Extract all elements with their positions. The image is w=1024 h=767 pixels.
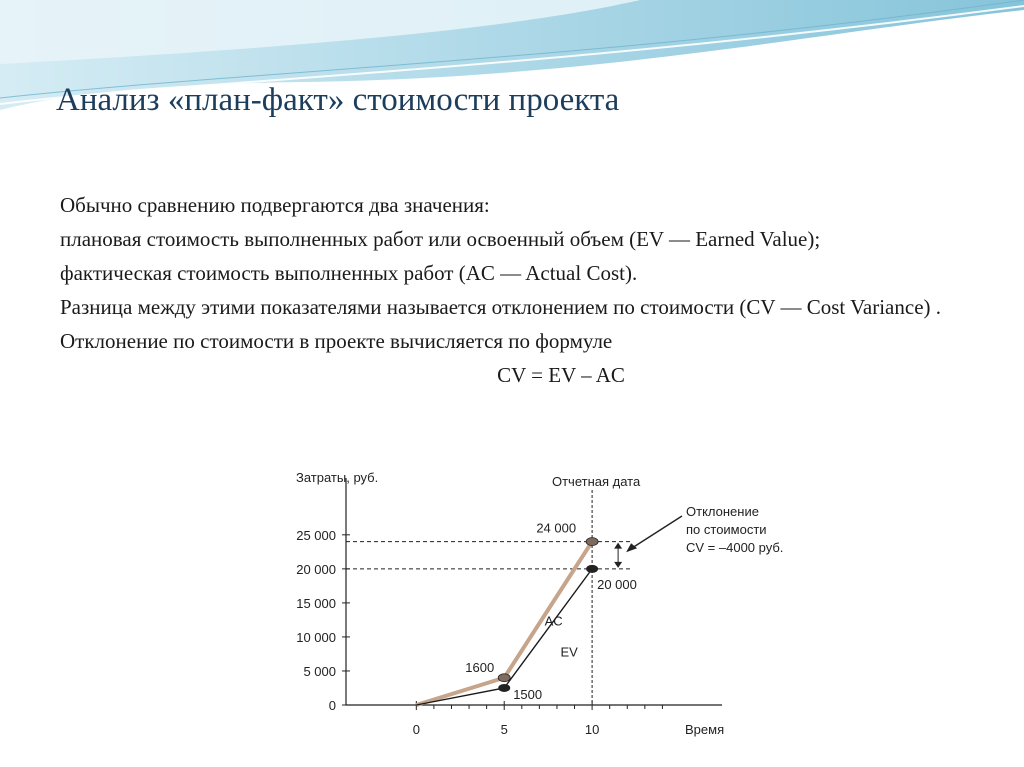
variance-annotation-line: Отклонение — [686, 504, 759, 519]
point-label: 20 000 — [597, 576, 637, 592]
chart-background — [270, 456, 830, 746]
y-tick-label: 15 000 — [296, 595, 336, 611]
ev-point — [498, 684, 510, 692]
point-label: 1600 — [465, 659, 495, 675]
reporting-date-label: Отчетная дата — [551, 474, 641, 489]
paragraph: фактическая стоимость выполненных работ (AC — Actual Cost). — [60, 261, 638, 285]
slide-title: Анализ «план-факт» стоимости проекта — [56, 82, 620, 118]
y-tick-label: 10 000 — [296, 629, 336, 645]
point-label: 1500 — [513, 686, 543, 702]
paragraph: Отклонение по стоимости в проекте вычисляется по формуле — [60, 329, 613, 353]
formula: CV = EV – AC — [497, 363, 625, 387]
x-tick-label: 5 — [500, 722, 508, 737]
point-label: 24 000 — [536, 520, 577, 536]
series-label-ac: AC — [544, 613, 563, 629]
paragraph: Разница между этими показателями называется отклонением по стоимости (CV — Cost Variance) . — [60, 295, 942, 319]
paragraph: плановая стоимость выполненных работ или освоенный объем (EV — Earned Value); — [60, 227, 821, 251]
x-tick-label: 0 — [412, 722, 420, 737]
paragraph: Обычно сравнению подвергаются два значения: — [60, 193, 490, 217]
y-tick-label: 25 000 — [296, 527, 336, 543]
ac-point — [498, 674, 510, 682]
y-axis-label: Затраты, руб. — [296, 470, 379, 485]
variance-annotation-line: CV = –4000 руб. — [686, 540, 784, 555]
variance-annotation-line: по стоимости — [686, 522, 767, 537]
ev-point — [586, 565, 598, 573]
y-tick-label: 20 000 — [296, 561, 336, 577]
body-text — [60, 192, 966, 389]
ac-point — [586, 538, 598, 546]
y-tick-label: 0 — [328, 698, 336, 713]
cost-variance-chart — [270, 456, 830, 746]
x-axis-label: Время — [685, 722, 725, 737]
y-tick-label: 5 000 — [303, 663, 336, 679]
x-tick-label: 10 — [584, 722, 600, 737]
series-label-ev: EV — [560, 644, 578, 660]
